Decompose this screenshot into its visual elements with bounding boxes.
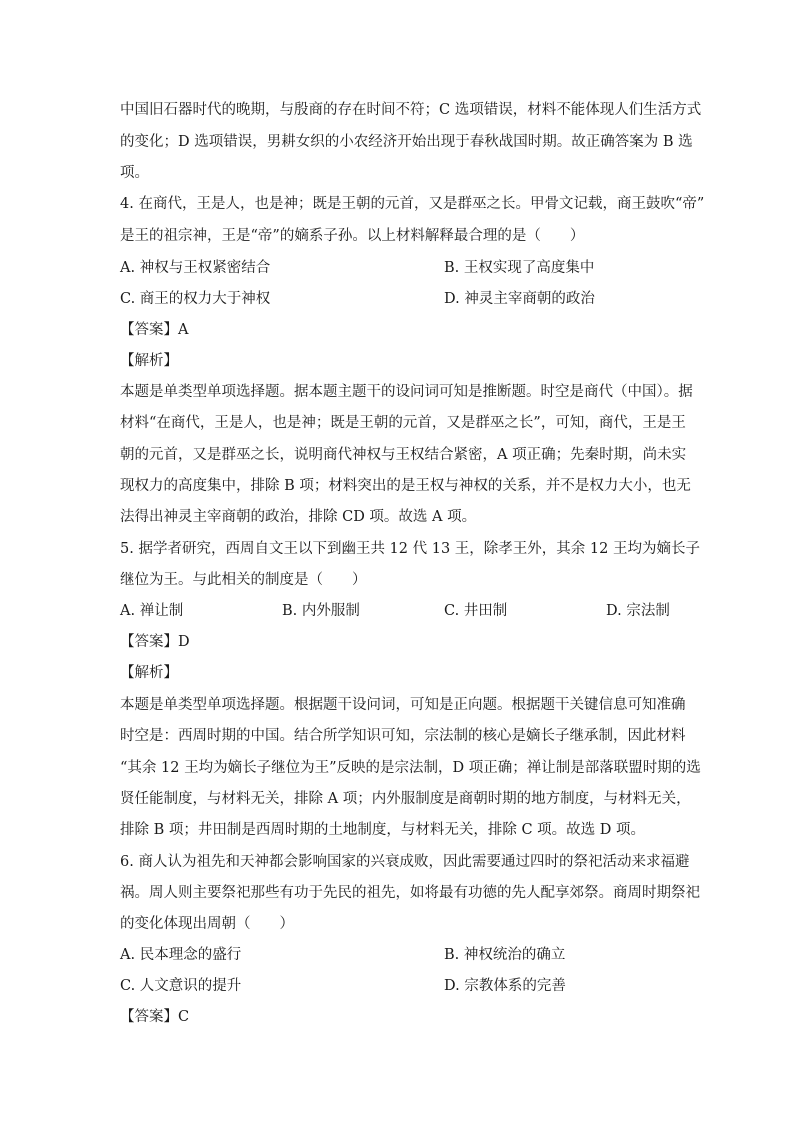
q5-stem-line-2: 继位为王。与此相关的制度是（ ）	[120, 572, 367, 588]
q5-analysis-label: 【解析】	[120, 665, 178, 681]
q4-option-d: D. 神灵主宰商朝的政治	[444, 291, 595, 307]
q4-option-c: C. 商王的权力大于神权	[120, 291, 271, 307]
q4-answer: 【答案】A	[120, 322, 189, 338]
q4-analysis-label: 【解析】	[120, 353, 178, 369]
q5-option-a: A. 禅让制	[120, 603, 184, 619]
q5-analysis-line-2: 时空是：西周时期的中国。结合所学知识可知，宗法制的核心是嫡长子继承制，因此材料	[120, 728, 686, 744]
q4-option-b: B. 王权实现了高度集中	[444, 260, 595, 276]
q5-option-d: D. 宗法制	[606, 603, 670, 619]
q4-stem-line-1: 4. 在商代，王是人，也是神；既是王朝的元首，又是群巫之长。甲骨文记载，商王鼓吹“帝”	[120, 196, 705, 212]
q6-option-b: B. 神权统治的确立	[444, 947, 566, 963]
q6-stem-line-3: 的变化体现出周朝（ ）	[120, 916, 294, 932]
q6-stem-line-2: 祸。周人则主要祭祀那些有功于先民的祖先，如将最有功德的先人配享郊祭。商周时期祭祀	[120, 885, 700, 901]
q6-option-a: A. 民本理念的盛行	[120, 947, 242, 963]
q6-option-c: C. 人文意识的提升	[120, 978, 242, 994]
intro-line-1: 中国旧石器时代的晚期，与殷商的存在时间不符；C 选项错误，材料不能体现人们生活方式	[120, 102, 702, 118]
q4-analysis-line-5: 法得出神灵主宰商朝的政治，排除 CD 项。故选 A 项。	[120, 509, 477, 525]
q4-analysis-line-4: 现权力的高度集中，排除 B 项；材料突出的是王权与神权的关系，并不是权力大小，也无	[120, 478, 691, 494]
q6-answer: 【答案】C	[120, 1009, 190, 1025]
q5-analysis-line-3: “其余 12 王均为嫡长子继位为王”反映的是宗法制，D 项正确；禅让制是部落联盟时期的选	[120, 760, 701, 776]
q4-analysis-line-1: 本题是单类型单项选择题。据本题主题干的设问词可知是推断题。时空是商代（中国）。据	[120, 384, 693, 400]
q5-analysis-line-5: 排除 B 项；井田制是西周时期的土地制度，与材料无关，排除 C 项。故选 D 项。	[120, 822, 646, 838]
q5-option-b: B. 内外服制	[282, 603, 360, 619]
q5-option-c: C. 井田制	[444, 603, 508, 619]
q5-stem-line-1: 5. 据学者研究，西周自文王以下到幽王共 12 代 13 王，除孝王外，其余 12 王均为嫡长子	[120, 541, 700, 557]
intro-line-2: 的变化；D 选项错误，男耕女织的小农经济开始出现于春秋战国时期。故正确答案为 B 选	[120, 134, 693, 150]
q4-stem-line-2: 是王的祖宗神，王是“帝”的嫡系子孙。以上材料解释最合理的是（ ）	[120, 228, 585, 244]
intro-line-3: 项。	[120, 165, 149, 181]
q5-analysis-line-1: 本题是单类型单项选择题。根据题干设问词，可知是正向题。根据题干关键信息可知准确	[120, 697, 686, 713]
q6-stem-line-1: 6. 商人认为祖先和天神都会影响国家的兴衰成败，因此需要通过四时的祭祀活动来求福避	[120, 854, 690, 870]
q6-option-d: D. 宗教体系的完善	[444, 978, 566, 994]
q4-analysis-line-2: 材料“在商代，王是人，也是神；既是王朝的元首，又是群巫之长”，可知，商代，王是王	[120, 415, 686, 431]
q5-analysis-line-4: 贤任能制度，与材料无关，排除 A 项；内外服制度是商朝时期的地方制度，与材料无关，	[120, 791, 691, 807]
q4-option-a: A. 神权与王权紧密结合	[120, 260, 271, 276]
q4-analysis-line-3: 朝的元首，又是群巫之长，说明商代神权与王权结合紧密，A 项正确；先秦时期，尚未实	[120, 447, 687, 463]
q5-answer: 【答案】D	[120, 634, 190, 650]
